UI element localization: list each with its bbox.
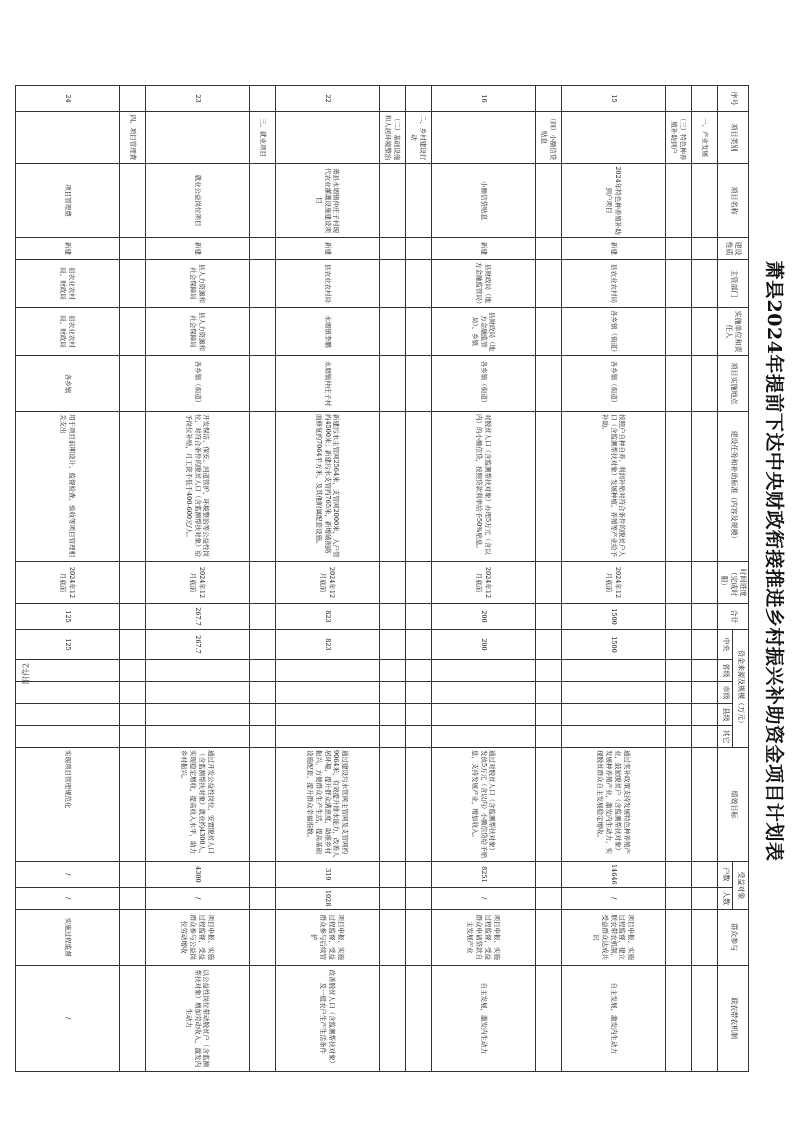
cell-dept [691,260,717,308]
cell-city [119,682,145,704]
header-category: 项目类别 [717,112,748,164]
cell-county [249,704,275,726]
cell-provincial [561,660,665,682]
cell-goal: 通过开发公益性岗位，安置脱贫人口（含监测帮扶对象）就业约4300人，实现稳定增收，提高收入水平，助力乡村振兴。 [145,748,249,862]
cell-other [249,726,275,748]
cell-central [405,630,431,660]
cell-location [535,356,561,412]
cell-city [665,682,691,704]
cell-category [15,112,119,164]
cell-county [275,704,379,726]
cell-mechanism: 以公益性岗位带动脱贫户（含监测帮扶对象）增加劳动收入，激发内生动力 [145,965,249,1071]
cell-location: 各乡镇（街道） [431,356,535,412]
cell-participation [691,909,717,965]
cell-schedule: 2024年12月底前 [15,562,119,604]
cell-unit [535,308,561,356]
header-mechanism: 联农带农机制 [717,965,748,1071]
cell-schedule [119,562,145,604]
cell-schedule [405,562,431,604]
cell-mechanism [535,965,561,1071]
cell-seq: 22 [275,86,379,112]
cell-provincial [249,660,275,682]
cell-participation [535,909,561,965]
cell-county [691,704,717,726]
cell-central: 823 [275,630,379,660]
cell-provincial [665,660,691,682]
cell-content [379,412,405,562]
cell-content: 对脱贫人口（含监测帮扶对象）办理5万元（含以内）的小额信贷，按照贷款利率给予50%贴息。 [431,412,535,562]
cell-nature: 新建 [561,238,665,260]
cell-unit: 县财政局（地方金融监管局）、乡镇 [431,308,535,356]
cell-city [249,682,275,704]
cell-central: 1500 [561,630,665,660]
table-row [431,86,535,1072]
cell-category: 三、就业项目 [249,112,275,164]
cell-goal: 通过奖补政策支持发展特色种养殖产业，鼓励脱贫户（含监测帮扶对象）发展种养殖产业，激发内生动力，实现脱贫群众自主发展稳定增收。 [561,748,665,862]
cell-name [535,164,561,238]
cell-people: 1028 [275,887,379,909]
cell-total: 267.7 [145,604,249,630]
cell-total [665,604,691,630]
cell-mechanism: 自主发展，激发内生动力 [431,965,535,1071]
section-row [119,86,145,1072]
cell-location: 各乡镇 [15,356,119,412]
cell-people: / [561,887,665,909]
cell-unit [405,308,431,356]
header-other: 其它 [717,726,733,748]
cell-unit: 县农业农村局、财政局 [15,308,119,356]
cell-mechanism [691,965,717,1071]
cell-participation: 项目申报、实施过程监督，受益群众参与后续管护 [275,909,379,965]
cell-seq: 15 [561,86,665,112]
cell-goal [691,748,717,862]
cell-name: 2024年特色种养殖补助到户项目 [561,164,665,238]
cell-location [691,356,717,412]
cell-location [665,356,691,412]
cell-seq [119,86,145,112]
cell-dept: 县农业农村局 [275,260,379,308]
cell-dept [665,260,691,308]
cell-content [119,412,145,562]
cell-households: 8251 [431,862,535,888]
table-row [275,86,379,1072]
cell-city [379,682,405,704]
header-goal: 绩效目标 [717,748,748,862]
cell-goal: 实现项目管理规范化 [15,748,119,862]
cell-nature [405,238,431,260]
cell-dept [379,260,405,308]
header-county: 县级 [717,704,733,726]
page-title: 萧县2024年提前下达中央财政衔接推进乡村振兴补助资金项目计划表 [763,260,785,862]
cell-provincial [431,660,535,682]
cell-provincial [405,660,431,682]
cell-provincial [15,660,119,682]
cell-mechanism [379,965,405,1071]
cell-name: 项目管理费 [15,164,119,238]
rotated-page [59,0,793,1122]
cell-name: 萧县永堌镇仲庄子村现代农业灌溉设施建设项目 [275,164,379,238]
cell-seq: 24 [15,86,119,112]
cell-county [535,704,561,726]
cell-other [561,726,665,748]
cell-central [691,630,717,660]
cell-goal [405,748,431,862]
cell-other [665,726,691,748]
cell-provincial [535,660,561,682]
cell-content [249,412,275,562]
cell-schedule [379,562,405,604]
cell-other [379,726,405,748]
cell-people [119,887,145,909]
cell-mechanism [249,965,275,1071]
cell-county [561,704,665,726]
cell-households [665,862,691,888]
cell-seq [405,86,431,112]
cell-central [535,630,561,660]
cell-seq: 16 [431,86,535,112]
cell-households: 319 [275,862,379,888]
cell-unit [379,308,405,356]
cell-city [561,682,665,704]
cell-city [275,682,379,704]
cell-content: 按照户自种自养、利润补贴对符合条件的脱贫户人口（含监测帮扶对象）发展种植、养殖等产业给予补助。 [561,412,665,562]
cell-county [119,704,145,726]
cell-central [665,630,691,660]
cell-people: / [15,887,119,909]
cell-goal [535,748,561,862]
cell-households: 4300 [145,862,249,888]
cell-households [249,862,275,888]
cell-households: / [15,862,119,888]
header-households: 户数 [717,862,733,888]
cell-central [379,630,405,660]
cell-provincial [379,660,405,682]
cell-goal: 通过对脱贫人口（含监测帮扶对象）发放5万元（含以内）小额信贷给予贴息，支持发展产业，增加收入。 [431,748,535,862]
cell-people: / [145,887,249,909]
cell-mechanism [405,965,431,1071]
header-total: 合计 [717,604,748,630]
cell-unit [119,308,145,356]
cell-total [379,604,405,630]
cell-county [665,704,691,726]
cell-category: 四、项目管理费 [119,112,145,164]
cell-total [119,604,145,630]
cell-schedule [249,562,275,604]
cell-goal: 通过建设污水管网主管网及支管网约9064米，有效提升排水能力，改善人居环境，提升群众满意度，助推乡村振兴，方便群众生产生活，提高基础设施配套，提升群众幸福指数。 [275,748,379,862]
cell-dept: 县财政局（地方金融监管局） [431,260,535,308]
cell-provincial [119,660,145,682]
cell-central [119,630,145,660]
cell-county [145,704,249,726]
cell-central: 125 [15,630,119,660]
cell-nature [691,238,717,260]
cell-people: / [431,887,535,909]
cell-location: 永堌镇仲庄子村 [275,356,379,412]
cell-goal [379,748,405,862]
cell-participation: 项目申报、实施过程监督，受益群众参与公益岗位劳动增收 [145,909,249,965]
cell-schedule [535,562,561,604]
cell-seq [665,86,691,112]
cell-name [665,164,691,238]
cell-name [405,164,431,238]
cell-category [275,112,379,164]
cell-content: 新建污水主管网2564米，支管网2000米，入户管约4500米；新建污水支管约765米，新增破损路面修复约7064平方米，及其他附属配套设施。 [275,412,379,562]
cell-county [15,704,119,726]
cell-participation [665,909,691,965]
cell-nature [535,238,561,260]
cell-provincial [275,660,379,682]
cell-county [379,704,405,726]
table-header [717,86,748,1072]
cell-location [119,356,145,412]
cell-nature [119,238,145,260]
cell-schedule: 2024年12月底前 [431,562,535,604]
cell-people [249,887,275,909]
cell-households [535,862,561,888]
cell-name [691,164,717,238]
cell-seq [691,86,717,112]
cell-participation: 项目申报、实施过程监督，受益群众申请贷款自主发展产业 [431,909,535,965]
header-city: 市级 [717,682,733,704]
cell-nature: 新建 [275,238,379,260]
cell-city [431,682,535,704]
cell-other [275,726,379,748]
cell-dept: 县人力资源和社会保障局 [145,260,249,308]
cell-county [405,704,431,726]
cell-seq [379,86,405,112]
cell-name [249,164,275,238]
cell-unit: 永堌镇李鹏 [275,308,379,356]
cell-category [145,112,249,164]
table-row [15,86,119,1072]
cell-category [561,112,665,164]
cell-nature: 新建 [431,238,535,260]
cell-goal [249,748,275,862]
cell-unit: 各乡镇（街道） [561,308,665,356]
header-location: 项目实施地点 [717,356,748,412]
cell-mechanism [665,965,691,1071]
section-row [535,86,561,1072]
section-row [405,86,431,1072]
cell-city [691,682,717,704]
cell-seq: 23 [145,86,249,112]
cell-households: 14646 [561,862,665,888]
section-row [665,86,691,1072]
cell-other [535,726,561,748]
cell-households [405,862,431,888]
cell-nature: 新建 [145,238,249,260]
cell-category: （四）小额信贷贴息 [535,112,561,164]
cell-nature [665,238,691,260]
cell-category: （三）特色种养殖补助到户 [665,112,691,164]
cell-total [691,604,717,630]
cell-participation [405,909,431,965]
cell-location: 各乡镇（街道） [561,356,665,412]
cell-dept [119,260,145,308]
cell-people [379,887,405,909]
page-note: 附件2 [21,662,31,685]
cell-mechanism: 改善脱贫人口（含监测帮扶对象）及一般农户生产生活条件 [275,965,379,1071]
cell-other [119,726,145,748]
cell-content [665,412,691,562]
cell-content: 开发保洁、保安、河道管护、环境整治等公益性岗位，对符合条件的脱贫人口（含监测帮扶对象）给予岗位补贴，月工资不低于400-600元/人。 [145,412,249,562]
cell-content: 用于项目前期设计、监督检查、验收等项目管理相关支出 [15,412,119,562]
cell-nature [249,238,275,260]
cell-other [15,726,119,748]
cell-mechanism [119,965,145,1071]
cell-unit [665,308,691,356]
cell-participation [249,909,275,965]
cell-dept [535,260,561,308]
cell-category: （二）基础设施和人居环境整治 [379,112,405,164]
table-body [15,86,717,1072]
cell-other [145,726,249,748]
cell-other [431,726,535,748]
header-schedule: 时间进度（完成时限） [717,562,748,604]
cell-unit [249,308,275,356]
cell-city [535,682,561,704]
cell-schedule: 2024年12月底前 [275,562,379,604]
cell-schedule [665,562,691,604]
cell-nature: 新建 [15,238,119,260]
cell-category: 一、产业发展 [691,112,717,164]
cell-provincial [691,660,717,682]
cell-content [535,412,561,562]
cell-people [405,887,431,909]
section-row [691,86,717,1072]
cell-dept [405,260,431,308]
cell-total [249,604,275,630]
cell-households [691,862,717,888]
cell-goal [665,748,691,862]
cell-name: 就业公益岗位项目 [145,164,249,238]
cell-dept: 县农业农村局 [561,260,665,308]
section-row [379,86,405,1072]
cell-other [691,726,717,748]
cell-total: 1500 [561,604,665,630]
cell-schedule [691,562,717,604]
cell-people [691,887,717,909]
cell-central: 200 [431,630,535,660]
cell-city [15,682,119,704]
cell-dept: 县农业农村局、财政局 [15,260,119,308]
cell-participation: 项目申报、实施过程监督，建立联农带农机制，受益群众达成共识 [561,909,665,965]
cell-people [665,887,691,909]
header-name: 项目名称 [717,164,748,238]
cell-unit: 县人力资源和社会保障局 [145,308,249,356]
cell-location [379,356,405,412]
cell-name [119,164,145,238]
table-row [561,86,665,1072]
project-plan-table [15,85,749,1072]
cell-name [379,164,405,238]
cell-nature [379,238,405,260]
cell-schedule: 2024年12月底前 [145,562,249,604]
cell-participation: 实施过程监督 [15,909,119,965]
cell-unit [691,308,717,356]
cell-total: 200 [431,604,535,630]
cell-name: 小额信贷贴息 [431,164,535,238]
header-dept: 主管部门 [717,260,748,308]
cell-city [405,682,431,704]
cell-people [535,887,561,909]
header-seq: 序号 [717,86,748,112]
cell-total [535,604,561,630]
cell-city [145,682,249,704]
cell-participation [119,909,145,965]
cell-goal [119,748,145,862]
cell-dept [249,260,275,308]
cell-location: 各乡镇（街道） [145,356,249,412]
cell-mechanism: / [15,965,119,1071]
cell-total: 823 [275,604,379,630]
header-nature: 建设性质 [717,238,748,260]
header-people: 人数 [717,887,733,909]
cell-total: 125 [15,604,119,630]
cell-category: 二、乡村建设行动 [405,112,431,164]
cell-content [405,412,431,562]
section-row [249,86,275,1072]
cell-other [405,726,431,748]
cell-mechanism: 自主发展，激发内生动力 [561,965,665,1071]
cell-content [691,412,717,562]
cell-seq [535,86,561,112]
cell-location [405,356,431,412]
cell-participation [379,909,405,965]
cell-schedule: 2024年12月底前 [561,562,665,604]
header-funds: 资金来源及规模（万元） [733,630,749,748]
cell-location [249,356,275,412]
cell-county [431,704,535,726]
cell-category [431,112,535,164]
cell-seq [249,86,275,112]
header-beneficiary: 受益对象 [733,862,749,910]
cell-provincial [145,660,249,682]
cell-households [119,862,145,888]
header-provincial: 省级 [717,660,733,682]
table-row [145,86,249,1072]
header-content: 建设任务和补助标准（内容及规模） [717,412,748,562]
header-central: 中央 [717,630,733,660]
cell-total [405,604,431,630]
cell-households [379,862,405,888]
cell-central: 267.7 [145,630,249,660]
header-participation: 群众参与 [717,909,748,965]
header-unit: 实施单位和责任人 [717,308,748,356]
cell-central [249,630,275,660]
